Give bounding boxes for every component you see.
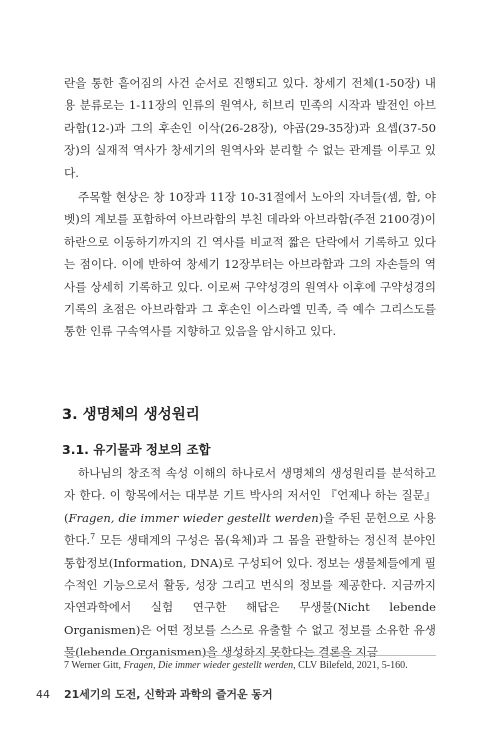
book-title-italic: Fragen, die immer wieder gestellt werden: [68, 510, 319, 525]
body-paragraph-2: 주목할 현상은 창 10장과 11장 10-31절에서 노아의 자녀들(셈, 함, 야벳)의 계보를 포함하여 아브라함의 부친 데라와 아브라함(주전 2100경)이 하란으로 이동하기까지의 긴 역사를 비교적 짧은 단락에서 기록하고 있다는 점이다. 이에 반하여 창세기 12장부터는 아브라함과 그의 자손들의 역사를 상세히 기록하고 있다. 이로써 구약성경의 원역사 이후에 구약성경의 기록의 초점은 아브라함과 그 후손인 이스라엘 민족, 즉 예수 그리스도를 통한 인류 구속역사를 지향하고 있음을 암시하고 있다.: [64, 190, 436, 339]
section-heading: 3. 생명체의 생성원리: [62, 407, 200, 423]
paragraph-text: )을 주된 문헌으로 사용한다.: [64, 510, 436, 548]
footnote: [64, 659, 444, 673]
running-title: 21세기의 도전, 신학과 과학의 즐거운 동거: [64, 688, 273, 701]
footnote-title-italic: Fragen, Die immer wieder gestellt werden: [123, 660, 294, 671]
footnote-reference[interactable]: 7: [90, 532, 96, 542]
page-footer: [36, 686, 273, 702]
subsection-heading: 3.1. 유기물과 정보의 조합: [62, 442, 211, 457]
footnote-text: , CLV Bilefeld, 2021, 5-160.: [293, 660, 408, 671]
body-paragraph-3: [64, 462, 436, 664]
body-paragraph-1: 란을 통한 흩어짐의 사건 순서로 진행되고 있다. 창세기 전체(1-50장) 내용 분류로는 1-11장의 인류의 원역사, 히브리 민족의 시작과 발전인 아브라함(12-)과 그의 후손인 이삭(26-28장), 야곱(29-35장)과 요셉(37-50장)의 실재적 역사가 창세기의 원역사와 분리할 수 없는 관계를 이루고 있다.: [64, 76, 436, 180]
footnote-text: 7 Werner Gitt,: [64, 660, 124, 671]
paragraph-text: 모든 생태계의 구성은 몸(육체)과 그 몸을 관할하는 정신적 분야인 통합정보(Information, DNA)로 구성되어 있다. 정보는 생물체들에게 필수적인 기능으로서 활동, 성장 그리고 번식의 정보를 제공한다. 지금까지 자연과학에서 실험 연구한 해답은 무생물(Nicht lebende Organismen)은 어떤 정보를 스스로 유출할 수 없고 정보를 소유한 유생물(lebende Organismen)을 생성하지 못한다는 결론을 지금: [64, 533, 436, 660]
footnote-divider: [64, 655, 436, 656]
page-number: 44: [36, 688, 50, 701]
paragraph-text: 하나님의 창조적 속성 이해의 하나로서 생명체의 생성원리를 분석하고자 한다. 이 항목에서는 대부분 기트 박사의 저서인 『언제나 하는 질문』(: [64, 466, 436, 525]
